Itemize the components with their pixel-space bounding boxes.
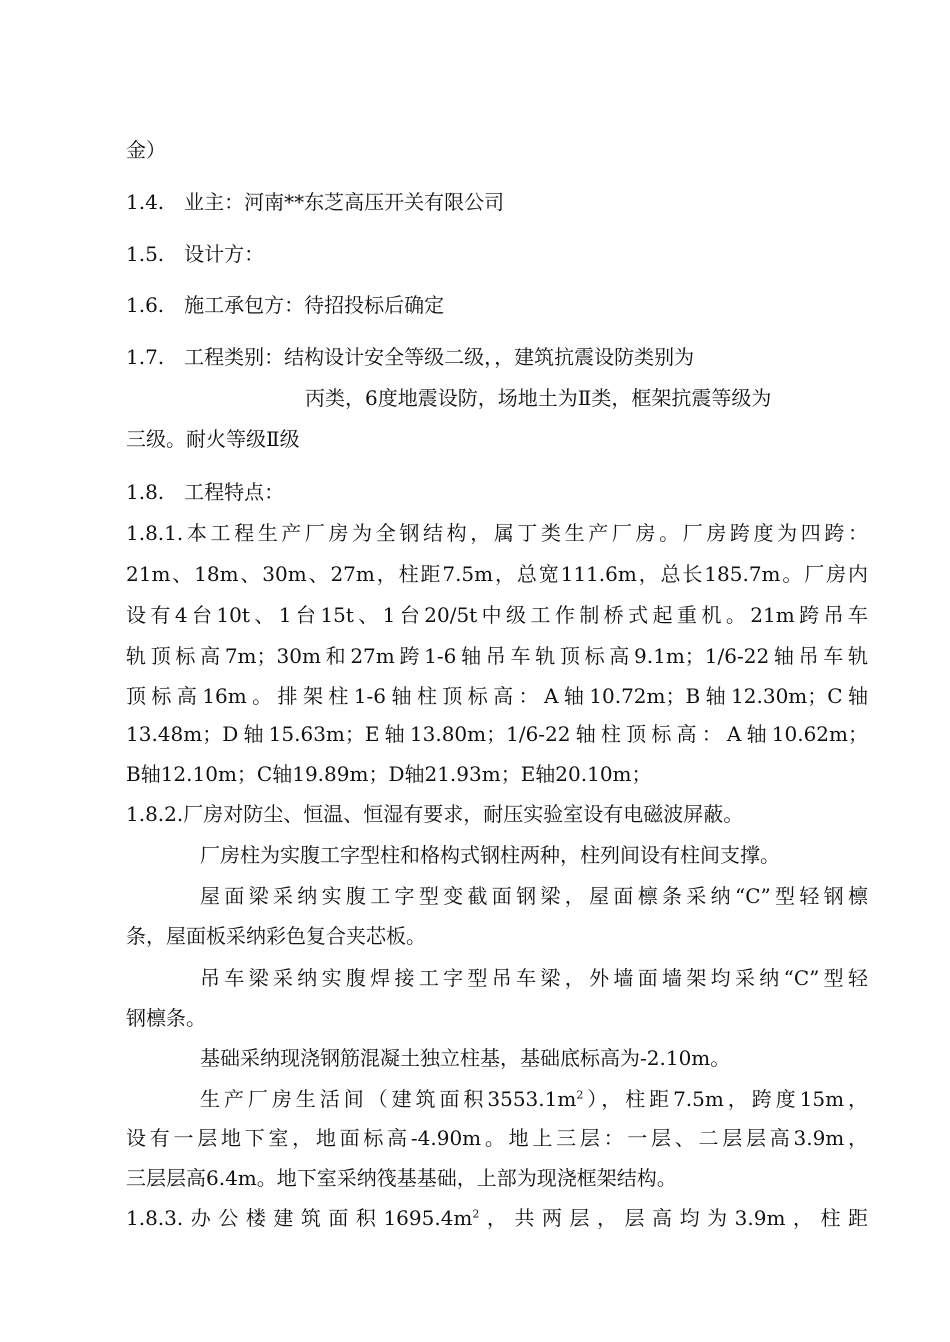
superscript: 2: [576, 1088, 584, 1102]
text-segment: 1.8.3.办公楼建筑面积1695.4m: [126, 1206, 473, 1230]
text-line: 三级。耐火等级Ⅱ级: [126, 427, 300, 451]
text-line: 丙类，6度地震设防，场地土为Ⅱ类，框架抗震等级为: [305, 386, 772, 410]
text-line: 13.48m；D轴15.63m；E轴13.80m；1/6-22轴柱顶标高：A轴10.62m；: [126, 722, 868, 746]
text-line: 吊车梁采纳实腹焊接工字型吊车梁，外墙面墙架均采纳“C”型轻: [200, 966, 868, 990]
section-1-7: 1.7. 工程类别：结构设计安全等级二级，，建筑抗震设防类别为: [126, 345, 695, 369]
text-segment: 生产厂房生活间（建筑面积3553.1m: [200, 1087, 577, 1111]
text-line: 基础采纳现浇钢筋混凝土独立柱基，基础底标高为-2.10m。: [200, 1046, 731, 1070]
text-line: 轨顶标高7m；30m和27m跨1-6轴吊车轨顶标高9.1m；1/6-22轴吊车轨: [126, 644, 868, 668]
text-segment: ），柱距7.5m，跨度15m，: [583, 1087, 868, 1111]
text-line: 顶标高16m。排架柱1-6轴柱顶标高：A轴10.72m；B轴12.30m；C轴: [126, 684, 868, 708]
text-line: 金）: [126, 138, 166, 162]
text-line: 设有4台10t、1台15t、1台20/5t中级工作制桥式起重机。21m跨吊车: [126, 603, 868, 627]
section-1-5: 1.5. 设计方：: [126, 242, 265, 266]
section-1-8-1: 1.8.1.本工程生产厂房为全钢结构，属丁类生产厂房。厂房跨度为四跨：: [126, 521, 868, 545]
text-line: 条，屋面板采纳彩色复合夹芯板。: [126, 924, 426, 948]
text-segment: ，共两层，层高均为3.9m，柱距: [479, 1206, 868, 1230]
text-line: 21m、18m、30m、27m，柱距7.5m，总宽111.6m，总长185.7m。厂房内: [126, 562, 868, 586]
section-1-4: 1.4. 业主：河南**东芝高压开关有限公司: [126, 190, 505, 214]
superscript: 2: [472, 1207, 480, 1221]
section-1-8-2: 1.8.2.厂房对防尘、恒温、恒湿有要求，耐压实验室设有电磁波屏蔽。: [126, 802, 744, 826]
text-line: 设有一层地下室，地面标高-4.90m。地上三层：一层、二层层高3.9m，: [126, 1126, 868, 1150]
text-line: B轴12.10m；C轴19.89m；D轴21.93m；E轴20.10m；: [126, 762, 652, 786]
text-line: [200, 1087, 868, 1111]
text-line: 厂房柱为实腹工字型柱和格构式钢柱两种，柱列间设有柱间支撑。: [200, 843, 780, 867]
section-1-8: 1.8. 工程特点：: [126, 480, 285, 504]
text-line: 三层层高6.4m。地下室采纳筏基基础，上部为现浇框架结构。: [126, 1166, 677, 1190]
text-line: 钢檩条。: [126, 1006, 206, 1030]
section-1-6: 1.6. 施工承包方：待招投标后确定: [126, 293, 445, 317]
section-1-8-3: [126, 1206, 868, 1230]
text-line: 屋面梁采纳实腹工字型变截面钢梁，屋面檩条采纳“C”型轻钢檩: [200, 884, 868, 908]
